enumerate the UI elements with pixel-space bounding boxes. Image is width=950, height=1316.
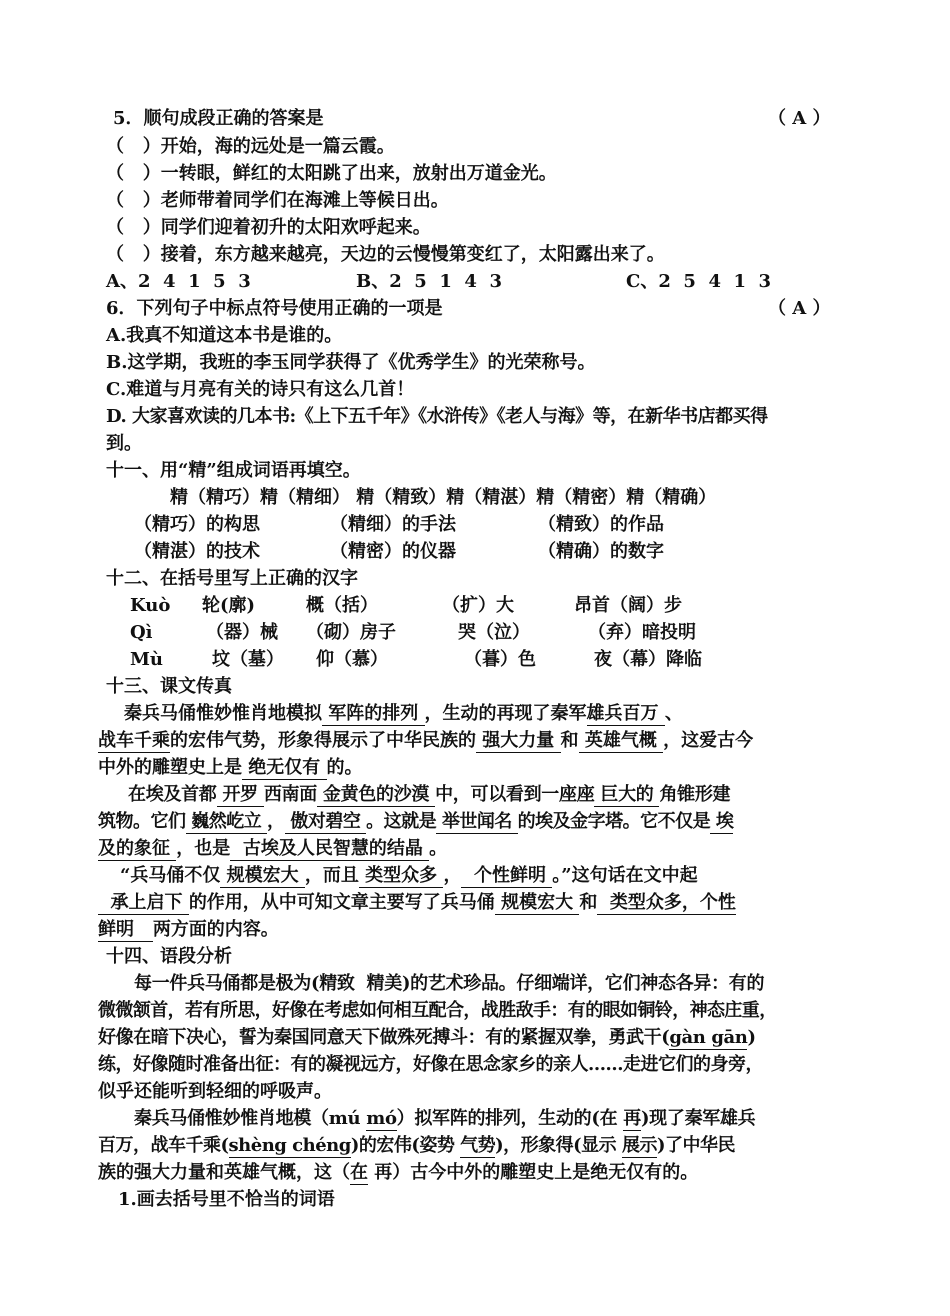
pinyin: Mù	[130, 649, 164, 670]
answer-char: 轮(廓)	[202, 595, 256, 616]
s13-para2-line: 筑物。它们 巍然屹立 ， 傲对碧空 。这就是 举世闻名 的埃及金字塔。它不仅是 埃	[98, 811, 734, 832]
section-11-fill: （精确）的数字	[538, 541, 664, 562]
answer-char: （器）械	[206, 622, 278, 643]
section-11-fill: （精湛）的技术	[134, 541, 260, 562]
section-14-title: 十四、语段分析	[106, 946, 232, 967]
s13-para2-line: 在埃及首都 开罗 西南面 金黄色的沙漠 中，可以看到一座座 巨大的 角锥形建	[128, 784, 731, 805]
q5-item: （ ）同学们迎着初升的太阳欢呼起来。	[106, 217, 431, 238]
q6-option-d-cont: 到。	[106, 433, 142, 454]
s14-para1-line: 好像在暗下决心，誓为秦国同意天下做殊死搏斗：有的紧握双拳，勇武干(gàn gān)	[98, 1027, 756, 1048]
section-11-fill: （精密）的仪器	[330, 541, 456, 562]
s14-para2-line: 秦兵马俑惟妙惟肖地模（mú mó）拟军阵的排列，生动的(在 再)现了秦军雄兵	[134, 1108, 756, 1129]
s14-para1-line: 微微颔首，若有所思，好像在考虑如何相互配合，战胜敌手：有的眼如铜铃，神态庄重，	[98, 1000, 777, 1021]
section-11-title: 十一、用“精”组成词语再填空。	[106, 460, 361, 481]
q6-answer: （ A ）	[768, 298, 831, 319]
answer-char: 夜（幕）降临	[594, 649, 702, 670]
q5-option-a: A、2 4 1 5 3	[106, 271, 251, 292]
section-13-title: 十三、课文传真	[106, 676, 232, 697]
answer-char: 昂首（阔）步	[574, 595, 682, 616]
s13-para1-line: 秦兵马俑惟妙惟肖地模拟 军阵的排列 ，生动的再现了秦军雄兵百万 、	[124, 703, 683, 724]
s14-para2-line: 族的强大力量和英雄气概，这（在 再）古今中外的雕塑史上是绝无仅有的。	[98, 1162, 699, 1183]
q6-option-a: A.我真不知道这本书是谁的。	[106, 325, 343, 346]
q5-item: （ ）接着，东方越来越亮，天边的云慢慢第变红了，太阳露出来了。	[106, 244, 665, 265]
s13-para3-line: 鲜明 两方面的内容。	[98, 919, 279, 940]
q6-option-d: D. 大家喜欢读的几本书:《上下五千年》《水浒传》《老人与海》等，在新华书店都买得	[106, 406, 768, 427]
q6-option-c: C.难道与月亮有关的诗只有这么几首！	[106, 379, 415, 400]
s13-para1-line: 战车千乘的宏伟气势，形象得展示了中华民族的 强大力量 和 英雄气概 ，这爱古今	[98, 730, 754, 751]
answer-char: 仰（慕）	[316, 649, 388, 670]
answer-char: （砌）房子	[306, 622, 396, 643]
answer-char: （扩）大	[442, 595, 514, 616]
s14-para1-line: 练，好像随时准备出征：有的凝视远方，好像在思念家乡的亲人……走进它们的身旁，	[98, 1054, 763, 1075]
q5-option-c: C、2 5 4 1 3	[626, 271, 772, 292]
answer-char: 哭（泣）	[458, 622, 530, 643]
q5-item: （ ）老师带着同学们在海滩上等候日出。	[106, 190, 449, 211]
s13-para3-line: “兵马俑不仅 规模宏大 ，而且 类型众多 ， 个性鲜明 。”这句话在文中起	[120, 865, 698, 886]
pinyin: Qì	[130, 622, 153, 643]
q5-option-b: B、2 5 1 4 3	[356, 271, 502, 292]
section-11-fill: （精细）的手法	[330, 514, 456, 535]
answer-char: 坟（墓）	[212, 649, 284, 670]
s14-para1-line: 似乎还能听到轻细的呼吸声。	[98, 1081, 332, 1102]
q6-stem: 6．下列句子中标点符号使用正确的一项是	[106, 298, 443, 319]
s13-para3-line: 承上启下 的作用，从中可知文章主要写了兵马俑 规模宏大 和 类型众多，个性	[98, 892, 736, 913]
q5-stem: 5．顺句成段正确的答案是	[113, 108, 324, 129]
s13-para1-line: 中外的雕塑史上是 绝无仅有 的。	[98, 757, 363, 778]
q5-item: （ ）开始，海的远处是一篇云霞。	[106, 136, 395, 157]
s14-para2-line: 百万，战车千乘(shèng chéng)的宏伟(姿势 气势)，形象得(显示 展示)了中华民	[98, 1135, 735, 1156]
s13-para2-line: 及的象征 ，也是 古埃及人民智慧的结晶 。	[98, 838, 448, 859]
section-11-fill: （精巧）的构思	[134, 514, 260, 535]
section-11-words: 精（精巧）精（精细） 精（精致）精（精湛）精（精密）精（精确）	[170, 487, 717, 508]
s14-question-1: 1.画去括号里不恰当的词语	[118, 1189, 335, 1210]
pinyin: Kuò	[130, 595, 171, 616]
q5-item: （ ）一转眼，鲜红的太阳跳了出来，放射出万道金光。	[106, 163, 557, 184]
s14-para1-line: 每一件兵马俑都是极为(精致 精美)的艺术珍品。仔细端详，它们神态各异：有的	[134, 973, 765, 994]
answer-char: （弃）暗投明	[588, 622, 696, 643]
section-12-title: 十二、在括号里写上正确的汉字	[106, 568, 358, 589]
answer-char: 概（括）	[306, 595, 378, 616]
q6-option-b: B.这学期，我班的李玉同学获得了《优秀学生》的光荣称号。	[106, 352, 596, 373]
answer-char: （暮）色	[464, 649, 536, 670]
section-11-fill: （精致）的作品	[538, 514, 664, 535]
q5-answer: （ A ）	[768, 108, 831, 129]
